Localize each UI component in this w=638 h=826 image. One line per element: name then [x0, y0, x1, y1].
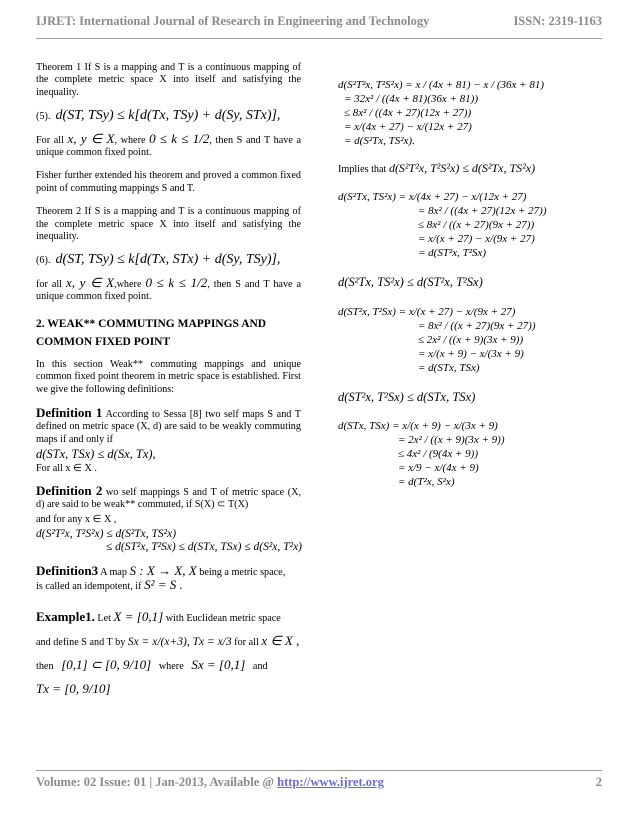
block-d-2: = 2x² / ((x + 9)(3x + 9)) — [398, 434, 505, 447]
definition-2-eq1: d(S²T²x, T²S²x) ≤ d(S²Tx, TS²x) — [36, 528, 177, 541]
example-1-head: Example1. — [36, 608, 95, 624]
header-rule — [36, 38, 602, 39]
block-d-5: = d(T²x, S²x) — [398, 476, 455, 489]
section-title: 2. WEAK** COMMUTING MAPPINGS AND COMMON FIXED POINT — [36, 317, 267, 348]
definition-2-text: wo self mappings S and T of metric space (X, d) are said to be weak** commuted, if S(X) ⊂ T(X) — [36, 486, 301, 511]
for-all-1: For all x, y ∈ X, where 0 ≤ k ≤ 1/2, then S and T have a unique common fixed point. — [36, 130, 302, 159]
block-b-2: = 8x² / ((4x + 27)(12x + 27)) — [418, 205, 547, 218]
proof-step-5: = d(S²Tx, TS²x). — [344, 135, 415, 147]
definition-3: Definition3 A map S : X → X, X being a metric space, is called an idempotent, if S² = S . — [36, 562, 286, 593]
theorem-2: Theorem 2 If S is a mapping and T is a continuous mapping of the complete metric space X into itself and satisfying the inequality. — [36, 206, 301, 243]
right-column — [338, 78, 604, 489]
proof-step-3: ≤ 8x² / ((4x + 27)(12x + 27)) — [344, 107, 472, 119]
block-b-4: = x/(x + 27) − x/(9x + 27) — [418, 233, 535, 246]
equation-5 — [36, 110, 301, 123]
definition-1-for-all: For all x ∈ X . — [36, 462, 97, 474]
example-1: Example1. Let X = [0,1] with Euclidean metric space and define S and T by Sx = x/(x+3), Tx = x/3 for all x ∈ X , then [0,1] ⊂ [0, 9/10] where Sx = [0,1] and Tx = [0, 9/10] — [36, 608, 300, 696]
block-b-1: d(S²Tx, TS²x) = x/(4x + 27) − x/(12x + 27) — [338, 191, 527, 204]
definition-2-eq2: ≤ d(ST²x, T²Sx) ≤ d(STx, TSx) ≤ d(S²x, T²x) — [106, 540, 302, 553]
block-b-3: ≤ 8x² / ((x + 27)(9x + 27)) — [418, 219, 535, 232]
block-d-3: ≤ 4x² / (9(4x + 9)) — [398, 448, 478, 461]
definition-2-for-any: and for any x ∈ X , — [36, 513, 117, 525]
definition-2 — [36, 482, 301, 512]
block-c-1: d(ST²x, T²Sx) = x/(x + 27) − x/(9x + 27) — [338, 305, 516, 318]
block-c-3: ≤ 2x² / ((x + 9)(3x + 9)) — [418, 333, 524, 346]
theorem-1: Theorem 1 If S is a mapping and T is a continuous mapping of the complete metric space X into itself and satisfying the inequality. — [36, 62, 301, 98]
definition-1-equation: d(STx, TSx) ≤ d(Sx, Tx), — [36, 447, 156, 462]
footer-rule — [36, 770, 602, 771]
implies-line: Implies that d(S²T²x, T²S²x) ≤ d(S²Tx, TS²x) — [338, 161, 536, 175]
block-b-5: = d(ST²x, T²Sx) — [418, 247, 487, 260]
proof-step-2: = 32x² / ((4x + 81)(36x + 81)) — [344, 93, 478, 105]
footer-volume: Volume: 02 Issue: 01 | Jan-2013, Available @ http://www.ijret.org — [36, 775, 384, 789]
issn: ISSN: 2319-1163 — [513, 14, 602, 28]
proof-step-4: = x/(4x + 27) − x/(12x + 27) — [344, 121, 472, 133]
definition-1-text: According to Sessa [8] two self maps S and T defined on metric space (X, d) are said to be weakly commuting maps if and only if — [36, 408, 302, 445]
page-header — [36, 14, 602, 34]
block-d-1: d(STx, TSx) = x/(x + 9) − x/(3x + 9) — [338, 420, 498, 433]
definition-1 — [36, 404, 302, 446]
for-all-2: for all x, y ∈ X,where 0 ≤ k ≤ 1/2, then S and T have a unique common fixed point. — [36, 274, 302, 303]
journal-link[interactable]: http://www.ijret.org — [277, 775, 384, 789]
page-number: 2 — [595, 775, 602, 789]
left-column — [36, 62, 301, 713]
equation-5-label: (5). — [36, 111, 51, 123]
equation-6-body: d(ST, TSy) ≤ k[d(Tx, STx) + d(Sy, TSy)], — [55, 252, 281, 268]
equation-6 — [36, 254, 301, 267]
block-c-2: = 8x² / ((x + 27)(9x + 27)) — [418, 319, 536, 332]
proof-step-1: d(S²T²x, T²S²x) = x / (4x + 81) − x / (36x + 81) — [338, 79, 545, 91]
block-c-4: = x/(x + 9) − x/(3x + 9) — [418, 347, 524, 360]
section-intro: In this section Weak** commuting mappings and unique common fixed point theorem in metric space is established. First we give the following definitions: — [36, 358, 301, 395]
definition-3-head: Definition3 — [36, 562, 99, 578]
equation-6-label: (6). — [36, 255, 51, 267]
equation-5-body: d(ST, TSy) ≤ k[d(Tx, TSy) + d(Sy, STx)], — [55, 108, 281, 124]
definition-2-head: Definition 2 — [36, 482, 103, 498]
fisher-paragraph: Fisher further extended his theorem and proved a common fixed point of commuting mappings S and T. — [36, 170, 301, 194]
journal-title: IJRET: International Journal of Research in Engineering and Technology — [36, 14, 430, 28]
definition-1-head: Definition 1 — [36, 404, 103, 420]
block-c-5: = d(STx, TSx) — [418, 361, 480, 374]
inequality-3: d(ST²x, T²Sx) ≤ d(STx, TSx) — [338, 389, 476, 404]
block-d-4: = x/9 − x/(4x + 9) — [398, 462, 479, 475]
inequality-2: d(S²Tx, TS²x) ≤ d(ST²x, T²Sx) — [338, 275, 483, 290]
